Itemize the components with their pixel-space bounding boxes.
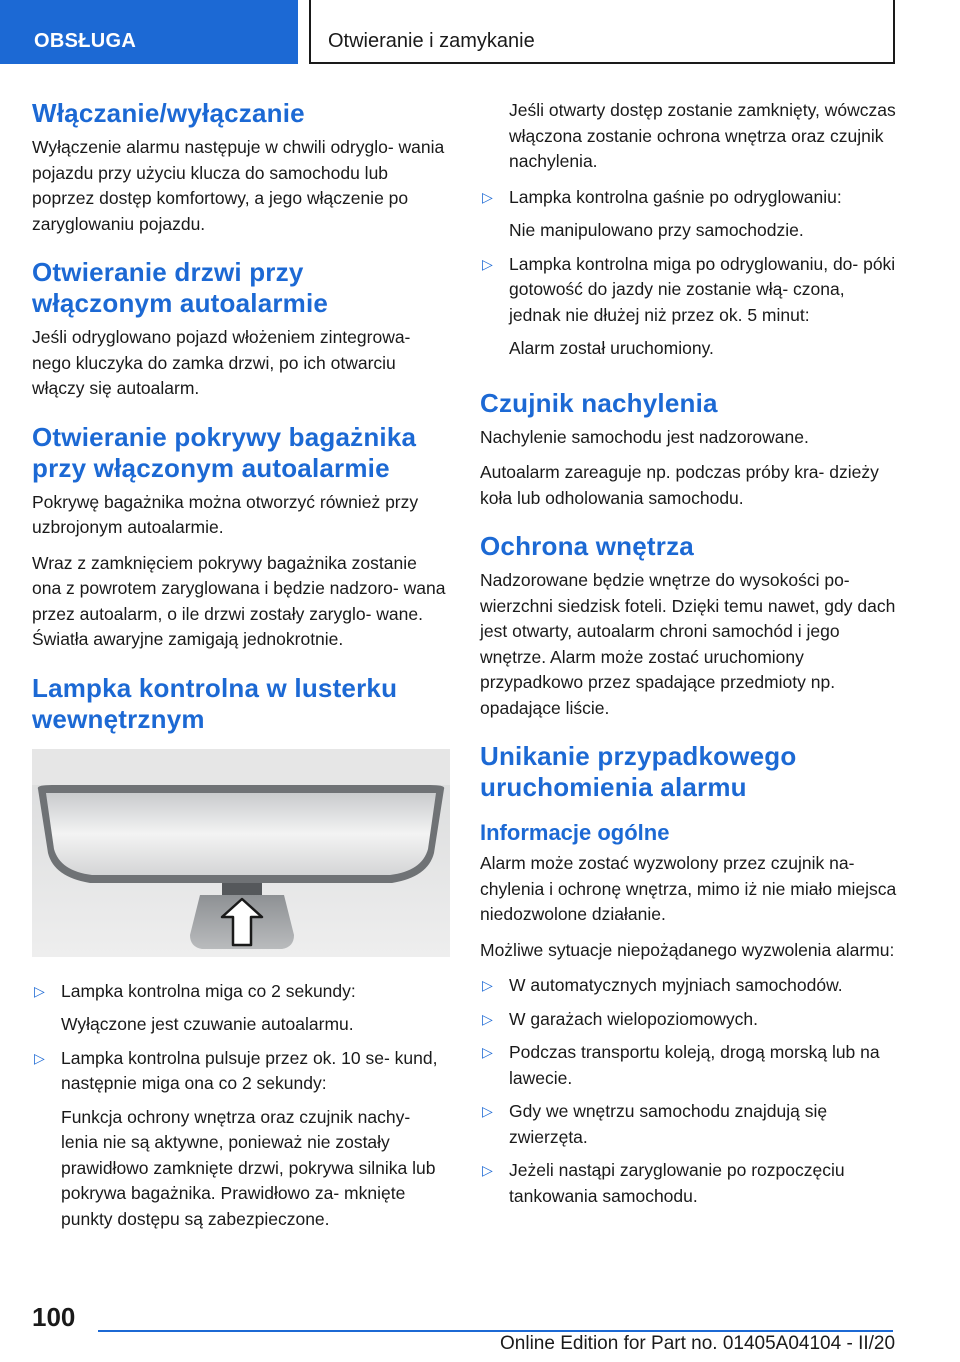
heading-interior-protection: Ochrona wnętrza	[480, 531, 694, 561]
false-alarm-situations-list	[480, 973, 900, 1209]
list-item	[480, 252, 900, 362]
paragraph: Nadzorowane będzie wnętrze do wysokości po- wierzchni siedzisk foteli. Dzięki temu nawet, gdy dach jest otwarty, autoalarm chroni samochód i jego wnętrze. Alarm może zostać uruchomiony przypadkowo przez spadające przedmioty np. opadające liście.	[480, 570, 896, 718]
list-item	[32, 1046, 450, 1233]
list-item	[480, 185, 900, 244]
section-trunk-open	[32, 422, 450, 653]
list-item	[32, 979, 450, 1038]
chapter-title: Otwieranie i zamykanie	[310, 0, 895, 64]
section-avoid-false-alarm	[480, 741, 900, 1209]
rearview-mirror-illustration	[32, 749, 450, 957]
list-item	[480, 973, 900, 999]
indicator-lamp-list-continued	[480, 185, 900, 362]
section-tilt-sensor	[480, 388, 900, 512]
list-item-text: Lampka kontrolna miga po odryglowaniu, do- póki gotowość do jazdy nie zostanie włą- czona, jednak nie dłużej niż przez ok. 5 minut:	[509, 253, 896, 325]
triangle-bullet-icon: ▷	[482, 1044, 493, 1060]
paragraph: Jeśli odryglowano pojazd włożeniem zintegrowa- nego kluczyka do zamka drzwi, po ich otwarciu włączy się autoalarm.	[32, 327, 411, 398]
list-item-text: Lampka kontrolna miga co 2 sekundy:	[61, 980, 356, 1001]
paragraph: Nachylenie samochodu jest nadzorowane.	[480, 426, 809, 447]
section-interior-protection	[480, 531, 900, 721]
paragraph: Pokrywę bagażnika można otworzyć również przy uzbrojonym autoalarmie.	[32, 491, 419, 537]
triangle-bullet-icon: ▷	[482, 1162, 493, 1178]
list-item	[480, 1099, 900, 1150]
list-item	[480, 1007, 900, 1033]
triangle-bullet-icon: ▷	[482, 255, 493, 272]
heading-tilt-sensor: Czujnik nachylenia	[480, 387, 718, 418]
list-item-text: Gdy we wnętrzu samochodu znajdują się zwierzęta.	[509, 1101, 828, 1147]
paragraph: Autoalarm zareaguje np. podczas próby kra- dzieży koła lub odholowania samochodu.	[480, 462, 879, 508]
triangle-bullet-icon: ▷	[34, 1049, 45, 1066]
list-item-text: W garażach wielopoziomowych.	[509, 1008, 758, 1029]
heading-trunk-open: Otwieranie pokrywy bagażnika przy włączonym autoalarmie	[32, 421, 417, 483]
triangle-bullet-icon: ▷	[482, 1103, 493, 1119]
list-item	[480, 1158, 900, 1209]
left-column	[32, 98, 450, 1252]
list-item-text: Lampka kontrolna pulsuje przez ok. 10 se- kund, następnie miga ona co 2 sekundy:	[61, 1047, 438, 1093]
section-indicator-lamp	[32, 673, 450, 1233]
edition-note: Online Edition for Part no. 01405A04104 - II/20	[500, 1333, 896, 1354]
heading-indicator-lamp: Lampka kontrolna w lusterku wewnętrznym	[32, 672, 398, 734]
paragraph: Wraz z zamknięciem pokrywy bagażnika zostanie ona z powrotem zaryglowana i będzie nadzoro- wana przez autoalarm, o ile drzwi zostały zaryglo- wane. Światła awaryjne zamigają jednokrotnie.	[32, 552, 446, 649]
paragraph: Możliwe sytuacje niepożądanego wyzwolenia alarmu:	[480, 939, 895, 960]
list-item-text: Podczas transportu koleją, drogą morską lub na lawecie.	[509, 1042, 880, 1088]
heading-door-open: Otwieranie drzwi przy włączonym autoalarmie	[32, 257, 329, 318]
list-item-text: Lampka kontrolna gaśnie po odryglowaniu:	[509, 186, 842, 207]
section-alarm-toggle	[32, 98, 450, 237]
heading-avoid-false-alarm: Unikanie przypadkowego uruchomienia alarmu	[480, 741, 797, 802]
section-tab: OBSŁUGA	[0, 0, 298, 64]
list-item-text: Jeżeli nastąpi zaryglowanie po rozpoczęciu tankowania samochodu.	[509, 1160, 845, 1206]
continued-text	[480, 98, 900, 175]
paragraph: Jeśli otwarty dostęp zostanie zamknięty, wówczas włączona zostanie ochrona wnętrza oraz czujnik nachylenia.	[509, 100, 896, 171]
triangle-bullet-icon: ▷	[482, 977, 493, 993]
subheading-general-info: Informacje ogólne	[480, 820, 670, 845]
page-number: 100	[32, 1302, 76, 1332]
indicator-lamp-list	[32, 979, 450, 1233]
list-item-text: W automatycznych myjniach samochodów.	[509, 975, 843, 995]
list-item-result: Funkcja ochrony wnętrza oraz czujnik nachy- lenia nie są aktywne, ponieważ nie zostały prawidłowo zamknięte drzwi, pokrywa silnika lub pokrywa bagażnika. Prawidłowo za- mknięte punkty dostępu są zabezpieczone.	[61, 1106, 436, 1229]
list-item-result: Alarm został uruchomiony.	[509, 338, 714, 358]
paragraph: Alarm może zostać wyzwolony przez czujnik na- chylenia i ochronę wnętrza, mimo iż nie miało miejsca niedozwolone działanie.	[480, 853, 897, 924]
heading-alarm-toggle: Włączanie/wyłączanie	[32, 98, 305, 128]
section-door-open	[32, 257, 450, 402]
paragraph: Wyłączenie alarmu następuje w chwili odryglo- wania pojazdu przy użyciu klucza do samochodu lub poprzez dostęp komfortowy, a jego włączenie po zaryglowaniu pojazdu.	[32, 137, 445, 234]
footer-divider	[98, 1330, 893, 1332]
triangle-bullet-icon: ▷	[482, 1010, 493, 1027]
triangle-bullet-icon: ▷	[34, 982, 45, 999]
list-item-result: Wyłączone jest czuwanie autoalarmu.	[61, 1014, 354, 1034]
list-item-result: Nie manipulowano przy samochodzie.	[509, 220, 804, 240]
list-item	[480, 1040, 900, 1091]
right-column	[480, 98, 900, 1229]
triangle-bullet-icon: ▷	[482, 188, 493, 205]
